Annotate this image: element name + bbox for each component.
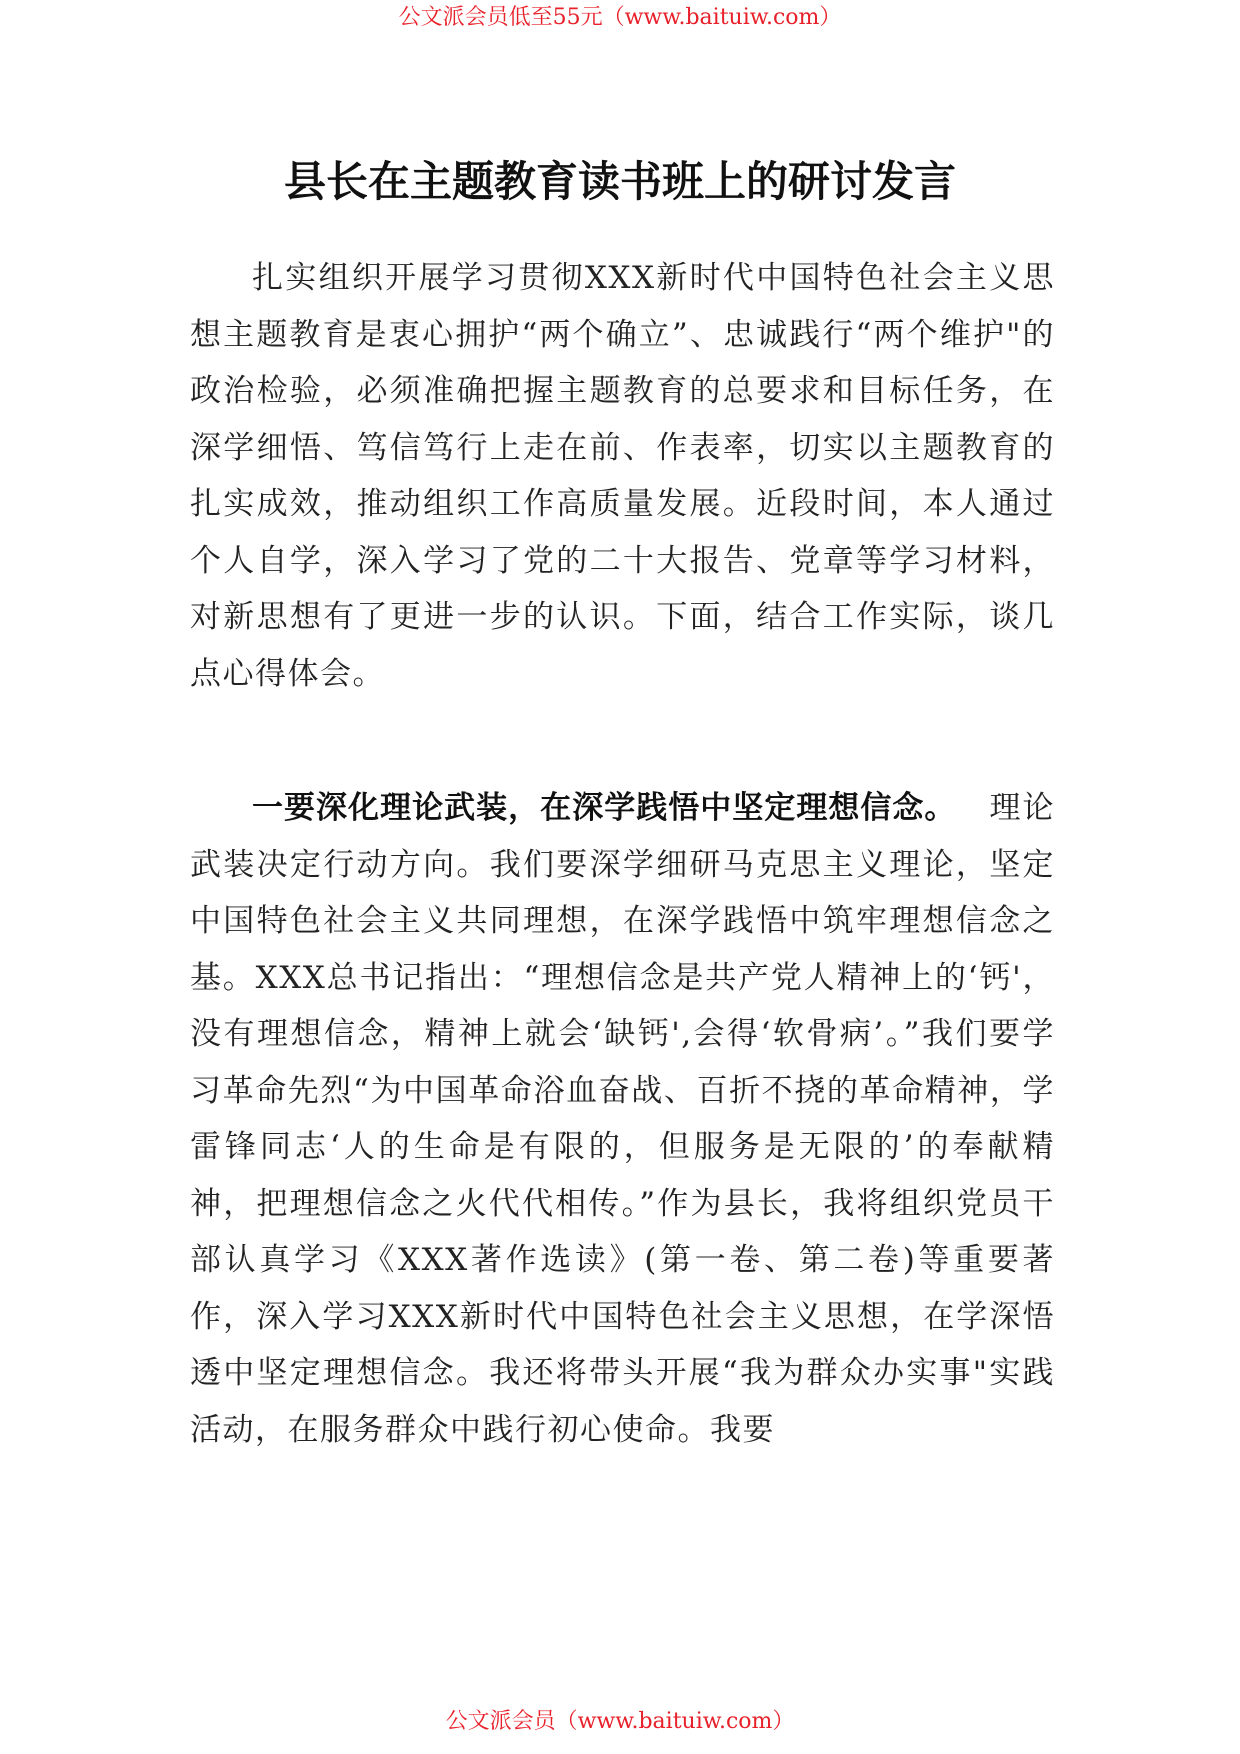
section-one-paragraph xyxy=(190,780,1055,1458)
page-footer-watermark: 公文派会员（www.baituiw.com） xyxy=(445,1709,795,1734)
intro-paragraph: 扎实组织开展学习贯彻XXX新时代中国特色社会主义思想主题教育是衷心拥护“两个确立”、忠诚践行“两个维护"的政治检验，必须准确把握主题教育的总要求和目标任务，在深学细悟、笃信笃行上走在前、作表率，切实以主题教育的扎实成效，推动组织工作高质量发展。近段时间，本人通过个人自学，深入学习了党的二十大报告、党章等学习材料，对新思想有了更进一步的认识。下面，结合工作实际，谈几点心得体会。 xyxy=(190,260,1055,692)
section-one-body: 理论武装决定行动方向。我们要深学细研马克思主义理论，坚定中国特色社会主义共同理想，在深学践悟中筑牢理想信念之基。XXX总书记指出：“理想信念是共产党人精神上的‘钙'，没有理想信念，精神上就会‘缺钙',会得‘软骨病’。”我们要学习革命先烈“为中国革命浴血奋战、百折不挠的革命精神，学雷锋同志‘人的生命是有限的，但服务是无限的’的奉献精神，把理想信念之火代代相传。”作为县长，我将组织党员干部认真学习《XXX著作选读》(第一卷、第二卷)等重要著作，深入学习XXX新时代中国特色社会主义思想，在学深悟透中坚定理想信念。我还将带头开展“我为群众办实事"实践活动，在服务群众中践行初心使命。我要 xyxy=(190,790,1056,1448)
page-header-watermark: 公文派会员低至55元（www.baituiw.com） xyxy=(398,5,842,30)
document-title: 县长在主题教育读书班上的研讨发言 xyxy=(283,157,956,206)
section-one-heading: 一要深化理论武装，在深学践悟中坚定理想信念。 xyxy=(252,790,957,826)
